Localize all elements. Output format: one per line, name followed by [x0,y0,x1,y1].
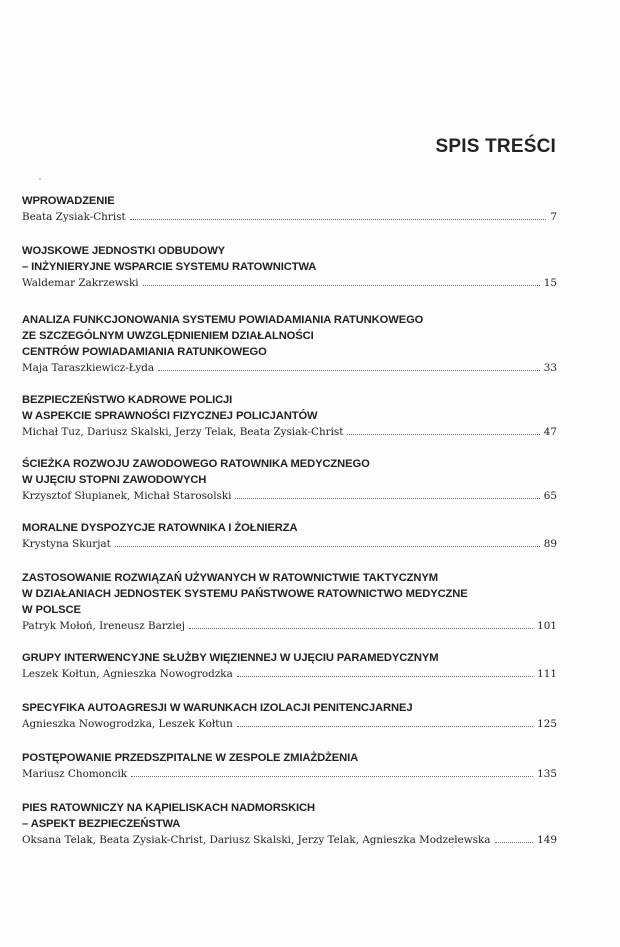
toc-entry-authors: Leszek Kołtun, Agnieszka Nowogrodzka [22,668,233,680]
toc-entry-line [22,488,557,504]
toc-entry-title [22,456,557,488]
dot-leader [158,370,540,371]
toc-entry-page-number: 89 [543,538,557,550]
toc-entry-authors: Michał Tuz, Dariusz Skalski, Jerzy Telak, Beata Zysiak-Christ [22,426,344,438]
toc-entry-title-line: – ASPEKT BEZPIECZEŃSTWA [22,818,181,830]
toc-entry-authors: Waldemar Zakrzewski [22,277,139,289]
dot-leader [115,546,540,547]
toc-entry [22,392,557,440]
table-of-contents [22,193,557,848]
toc-entry-title [22,520,557,536]
toc-entry-authors: Agnieszka Nowogrodzka, Leszek Kołtun [22,718,233,730]
dot-leader [189,628,533,629]
toc-entry-title [22,570,557,618]
toc-entry-title-line: W DZIAŁANIACH JEDNOSTEK SYSTEMU PAŃSTWOWE RATOWNICTWO MEDYCZNE [22,588,468,600]
toc-entry-title-line: ZASTOSOWANIE ROZWIĄZAŃ UŻYWANYCH W RATOWNICTWIE TAKTYCZNYM [22,572,438,584]
toc-entry-line [22,424,557,440]
toc-entry-title [22,392,557,424]
toc-entry [22,520,557,552]
toc-entry-authors: Mariusz Chomoncik [22,768,128,780]
toc-entry-title [22,312,557,360]
toc-entry-line [22,766,557,782]
toc-entry-title-line: GRUPY INTERWENCYJNE SŁUŻBY WIĘZIENNEJ W UJĘCIU PARAMEDYCZNYM [22,652,439,664]
scan-speck: ˇ [38,178,42,187]
dot-leader [143,285,540,286]
toc-entry-line [22,832,557,848]
toc-entry-page-number: 15 [543,277,557,289]
toc-entry [22,650,557,682]
toc-entry-title-line: POSTĘPOWANIE PRZEDSZPITALNE W ZESPOLE ZMIAŻDŻENIA [22,752,359,764]
dot-leader [237,726,533,727]
toc-entry [22,750,557,782]
toc-entry-page-number: 33 [543,362,557,374]
toc-entry-line [22,360,557,376]
toc-entry-page-number: 111 [537,668,557,680]
toc-entry-authors: Beata Zysiak-Christ [22,211,126,223]
toc-entry-page-number: 135 [537,768,557,780]
toc-entry-authors: Patryk Mołoń, Ireneusz Barziej [22,620,185,632]
toc-entry-title-line: ŚCIEŻKA ROZWOJU ZAWODOWEGO RATOWNIKA MEDYCZNEGO [22,458,370,470]
toc-entry-title-line: WPROWADZENIE [22,195,115,207]
toc-entry [22,800,557,848]
toc-entry [22,312,557,376]
toc-entry-title [22,243,557,275]
toc-entry-page-number: 149 [537,834,557,846]
toc-entry-line [22,666,557,682]
dot-leader [237,676,533,677]
toc-entry-title [22,750,557,766]
toc-entry-authors: Maja Taraszkiewicz-Łyda [22,362,155,374]
toc-entry-title-line: BEZPIECZEŃSTWO KADROWE POLICJI [22,394,233,406]
dot-leader [130,219,547,220]
toc-entry-page-number: 101 [537,620,557,632]
dot-leader [495,842,534,843]
toc-entry-title-line: W POLSCE [22,604,81,616]
toc-entry-title [22,650,557,666]
toc-entry-title-line: MORALNE DYSPOZYCJE RATOWNIKA I ŻOŁNIERZA [22,522,298,534]
toc-entry [22,570,557,634]
page-title: SPIS TREŚCI [435,136,556,157]
toc-entry-page-number: 125 [537,718,557,730]
toc-entry-authors: Oksana Telak, Beata Zysiak-Christ, Dariusz Skalski, Jerzy Telak, Agnieszka Modzelewska [22,834,491,846]
toc-entry [22,193,557,225]
toc-entry-title-line: ZE SZCZEGÓLNYM UWZGLĘDNIENIEM DZIAŁALNOŚCI [22,330,314,342]
toc-entry-line [22,209,557,225]
toc-entry-page-number: 7 [550,211,557,223]
toc-entry-authors: Krystyna Skurjat [22,538,111,550]
toc-entry-line [22,618,557,634]
dot-leader [131,776,533,777]
toc-entry-title-line: W ASPEKCIE SPRAWNOŚCI FIZYCZNEJ POLICJANTÓW [22,410,318,422]
toc-entry [22,243,557,291]
dot-leader [347,434,539,435]
toc-entry-authors: Krzysztof Słupianek, Michał Starosolski [22,490,232,502]
toc-entry-line [22,536,557,552]
toc-entry-title-line: ANALIZA FUNKCJONOWANIA SYSTEMU POWIADAMIANIA RATUNKOWEGO [22,314,424,326]
toc-entry-title-line: WOJSKOWE JEDNOSTKI ODBUDOWY [22,245,226,257]
toc-entry-title-line: PIES RATOWNICZY NA KĄPIELISKACH NADMORSKICH [22,802,316,814]
toc-entry-page-number: 47 [543,426,557,438]
toc-entry-title-line: SPECYFIKA AUTOAGRESJI W WARUNKACH IZOLACJI PENITENCJARNEJ [22,702,413,714]
toc-entry-title-line: – INŻYNIERYJNE WSPARCIE SYSTEMU RATOWNICTWA [22,261,317,273]
toc-entry [22,456,557,504]
dot-leader [235,498,539,499]
toc-entry-line [22,716,557,732]
toc-entry-title [22,800,557,832]
toc-entry-title [22,700,557,716]
toc-entry-line [22,275,557,291]
toc-entry-page-number: 65 [543,490,557,502]
toc-entry-title-line: W UJĘCIU STOPNI ZAWODOWYCH [22,474,207,486]
toc-entry [22,700,557,732]
toc-entry-title [22,193,557,209]
toc-entry-title-line: CENTRÓW POWIADAMIANIA RATUNKOWEGO [22,346,267,358]
